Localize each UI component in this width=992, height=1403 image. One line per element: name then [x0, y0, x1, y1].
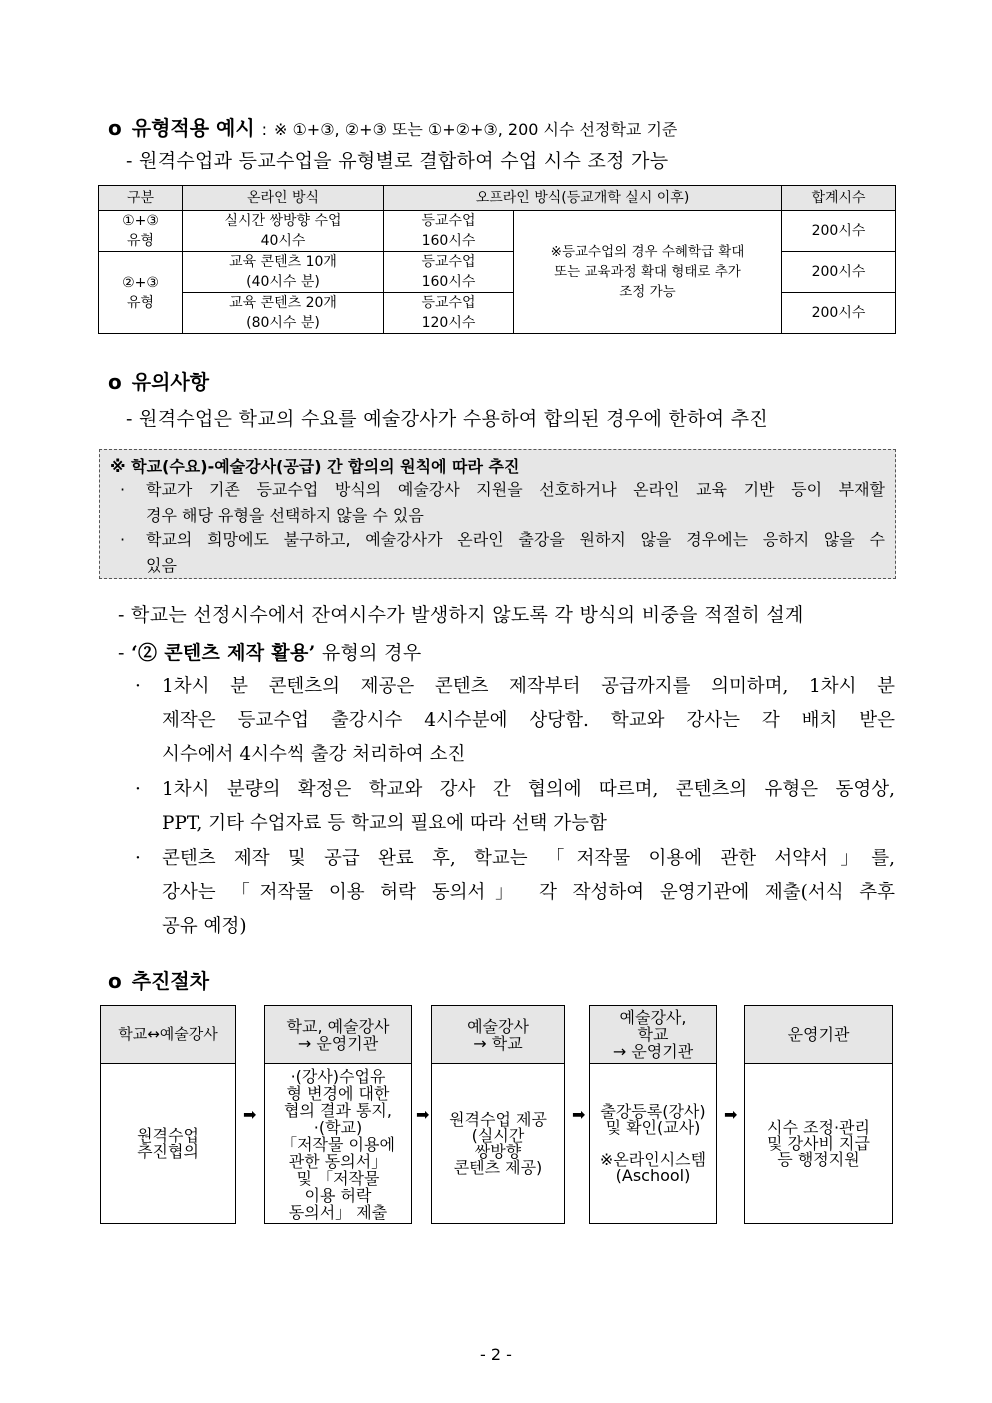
- table-cell-type: ②+③ 유형: [99, 252, 183, 334]
- table-header-row: [99, 186, 896, 211]
- bullet-dot: ·: [135, 676, 141, 697]
- agreement-note-box: [99, 449, 896, 579]
- section-title: 추진절차: [131, 969, 210, 993]
- section-bullet: o: [108, 116, 122, 140]
- bullet-dot: ·: [135, 848, 141, 869]
- table-cell-total: 200시수: [782, 252, 896, 293]
- notes-line-3: [118, 638, 422, 665]
- bullet-line: 콘텐츠 제작 및 공급 완료 후, 학교는 「저작물 이용에 관한 서약서」를,: [162, 848, 895, 869]
- note-item-line: 있음: [146, 556, 177, 575]
- line-prefix: -: [118, 642, 125, 664]
- section-title: 유의사항: [131, 370, 210, 394]
- procedure-step: [589, 1005, 717, 1224]
- table-cell-offline: 등교수업 120시수: [384, 293, 514, 334]
- type-example-table: [98, 185, 896, 334]
- table-row: [99, 211, 896, 252]
- procedure-step: [100, 1005, 236, 1224]
- line-rest: 유형의 경우: [321, 642, 422, 664]
- bullet-line: 시수에서 4시수씩 출강 처리하여 소진: [162, 744, 466, 765]
- section-bullet: o: [108, 370, 122, 394]
- note-item-line: 학교가 기존 등교수업 방식의 예술강사 지원을 선호하거나 온라인 교육 기반 등이 부재할: [146, 480, 885, 499]
- table-header-cell: 오프라인 방식(등교개학 실시 이후): [384, 186, 782, 211]
- section-bullet: o: [108, 969, 122, 993]
- bullet-dot: ·: [135, 779, 141, 800]
- step-body: 원격수업 제공 (실시간 쌍방향 콘텐츠 제공): [449, 1110, 547, 1177]
- detail-bullet: [135, 670, 895, 772]
- procedure-step: [264, 1005, 412, 1224]
- arrow-right-icon: ➡: [416, 1105, 430, 1124]
- table-cell-online: 교육 콘텐츠 10개 (40시수 분): [183, 252, 384, 293]
- table-cell-total: 200시수: [782, 293, 896, 334]
- note-box-item: [120, 527, 885, 579]
- procedure-step: [431, 1005, 565, 1224]
- page-number: - 2 -: [480, 1345, 512, 1364]
- section-heading-examples: [108, 112, 677, 141]
- detail-bullet: [135, 842, 895, 944]
- bullet-line: 공유 예정): [162, 916, 247, 937]
- section-heading-notes: [108, 366, 209, 395]
- section-colon: :: [261, 120, 267, 139]
- table-cell-type: ①+③ 유형: [99, 211, 183, 252]
- table-cell-offline: 등교수업 160시수: [384, 211, 514, 252]
- table-cell-offline: 등교수업 160시수: [384, 252, 514, 293]
- table-cell-online: 교육 콘텐츠 20개 (80시수 분): [183, 293, 384, 334]
- bullet-line: 1차시 분 콘텐츠의 제공은 콘텐츠 제작부터 공급까지를 의미하며, 1차시 분: [162, 676, 895, 697]
- bullet-dot: ·: [120, 480, 126, 499]
- arrow-right-icon: ➡: [243, 1105, 257, 1124]
- step-body: ·(강사)수업유 형 변경에 대한 협의 결과 통지, ·(학교) 「저작물 이용에 관한 동의서」 및 「저작물 이용 허락 동의서」 제출: [281, 1066, 395, 1222]
- step-header: 운영기관: [745, 1006, 892, 1064]
- section-title: 유형적용 예시: [131, 116, 255, 140]
- step-header: 학교↔예술강사: [101, 1006, 235, 1064]
- section-heading-procedure: [108, 965, 209, 994]
- notes-line-2: - 학교는 선정시수에서 잔여시수가 발생하지 않도록 각 방식의 비중을 적절히 설계: [118, 604, 804, 626]
- arrow-right-icon: ➡: [724, 1105, 738, 1124]
- bullet-line: 1차시 분량의 확정은 학교와 강사 간 협의에 따르며, 콘텐츠의 유형은 동영상,: [162, 779, 895, 800]
- arrow-right-icon: ➡: [572, 1105, 586, 1124]
- bullet-dot: ·: [120, 530, 126, 549]
- procedure-step: [744, 1005, 893, 1224]
- note-item-line: 경우 해당 유형을 선택하지 않을 수 있음: [146, 506, 424, 525]
- table-cell-note: ※등교수업의 경우 수혜학급 확대 또는 교육과정 확대 형태로 추가 조정 가능: [514, 211, 782, 334]
- section-subtitle: ※ ①+③, ②+③ 또는 ①+②+③, 200 시수 선정학교 기준: [273, 120, 678, 139]
- detail-bullet: [135, 773, 895, 841]
- examples-description: - 원격수업과 등교수업을 유형별로 결합하여 수업 시수 조정 가능: [126, 150, 669, 172]
- table-header-cell: 합계시수: [782, 186, 896, 211]
- bullet-line: 제작은 등교수업 출강시수 4시수분에 상당함. 학교와 강사는 각 배치 받은: [162, 710, 895, 731]
- table-cell-online: 실시간 쌍방향 수업 40시수: [183, 211, 384, 252]
- notes-line-1: - 원격수업은 학교의 수요를 예술강사가 수용하여 합의된 경우에 한하여 추진: [126, 408, 769, 430]
- step-header: 예술강사, 학교 → 운영기관: [590, 1006, 716, 1064]
- bullet-line: PPT, 기타 수업자료 등 학교의 필요에 따라 선택 가능함: [162, 813, 607, 834]
- step-header: 예술강사 → 학교: [432, 1006, 564, 1064]
- table-header-cell: 구분: [99, 186, 183, 211]
- note-box-heading: ※ 학교(수요)-예술강사(공급) 간 합의의 원칙에 따라 추진: [110, 457, 520, 476]
- table-cell-total: 200시수: [782, 211, 896, 252]
- step-body: 출강등록(강사) 및 확인(교사) ※온라인시스템 (Aschool): [599, 1102, 707, 1185]
- content-type-label: ‘② 콘텐츠 제작 활용’: [131, 642, 316, 664]
- note-box-item: [120, 477, 885, 529]
- note-item-line: 학교의 희망에도 불구하고, 예술강사가 온라인 출강을 원하지 않을 경우에는 응하지 않을 수: [146, 530, 885, 549]
- step-body: 시수 조정·관리 및 강사비 지급 등 행정지원: [767, 1118, 870, 1169]
- step-header: 학교, 예술강사 → 운영기관: [265, 1006, 411, 1064]
- step-body: 원격수업 추진협의: [137, 1126, 199, 1161]
- bullet-line: 강사는 「저작물 이용 허락 동의서」 각 작성하여 운영기관에 제출(서식 추후: [162, 882, 895, 903]
- table-header-cell: 온라인 방식: [183, 186, 384, 211]
